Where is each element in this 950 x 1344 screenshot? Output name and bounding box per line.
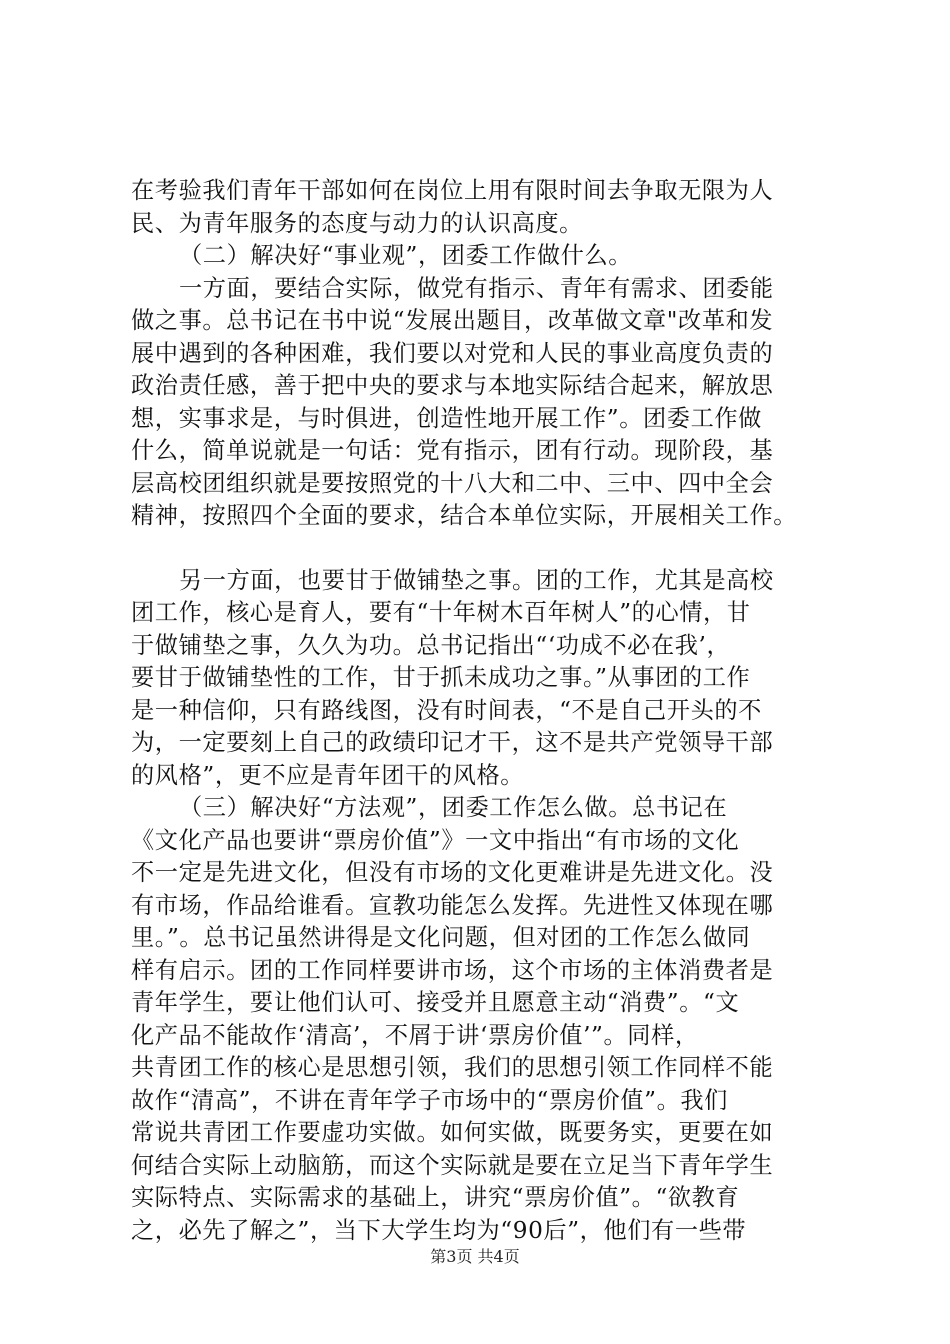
section-heading: （三）解决好“方法观”，团委工作怎么做。总书记在: [179, 794, 728, 821]
text-line: 共青团工作的核心是思想引领，我们的思想引领工作同样不能: [131, 1054, 774, 1081]
paragraph-start: 另一方面，也要甘于做铺垫之事。团的工作，尤其是高校: [179, 566, 774, 594]
text-line: 层高校团组织就是要按照党的十八大和二中、三中、四中全会: [131, 469, 774, 497]
text-line: 化产品不能故作‘清高’，不屑于讲‘票房价值’”。同样，: [131, 1021, 699, 1049]
text-line: 做之事。总书记在书中说“发展出题目，改革做文章"改革和发: [131, 307, 774, 334]
text-line: 要甘于做铺垫性的工作，甘于抓未成功之事。”从事团的工作: [131, 664, 751, 691]
paragraph-start: 一方面，要结合实际，做党有指示、青年有需求、团委能: [179, 274, 774, 302]
text-line: 样有启示。团的工作同样要讲市场，这个市场的主体消费者是: [131, 956, 774, 984]
document-body: [131, 175, 841, 1247]
text-line: 是一种信仰，只有路线图，没有时间表，“不是自己开头的不: [131, 696, 762, 724]
text-line: 实际特点、实际需求的基础上，讲究“票房价值”。“欲教育: [131, 1184, 740, 1211]
text-line: 《文化产品也要讲“票房价值”》一文中指出“有市场的文化: [131, 826, 740, 854]
text-line: 展中遇到的各种困难，我们要以对党和人民的事业高度负责的: [131, 339, 774, 367]
text-line: 不一定是先进文化，但没有市场的文化更难讲是先进文化。没: [131, 859, 774, 886]
text-line: 团工作，核心是育人，要有“十年树木百年树人”的心情，甘: [131, 599, 751, 626]
text-line: 于做铺垫之事，久久为功。总书记指出“‘功成不必在我’，: [131, 631, 731, 659]
text-line: 青年学生，要让他们认可、接受并且愿意主动“消费”。“文: [131, 989, 740, 1016]
text-line: 什么，简单说就是一句话：党有指示，团有行动。现阶段，基: [131, 437, 774, 464]
text-line: 政治责任感，善于把中央的要求与本地实际结合起来，解放思: [131, 372, 774, 399]
text-line: 的风格”，更不应是青年团干的风格。: [131, 761, 525, 789]
paragraph-gap: [131, 533, 841, 565]
text-line: 为，一定要刻上自己的政绩印记才干，这不是共产党领导干部: [131, 729, 774, 756]
page-footer: 第3页 共4页: [430, 1247, 520, 1266]
text-line: 之，必先了解之”，当下大学生均为“90后”，他们有一些带: [131, 1216, 747, 1244]
text-line: 何结合实际上动脑筋，而这个实际就是要在立足当下青年学生: [131, 1151, 774, 1179]
text-line: 有市场，作品给谁看。宣教功能怎么发挥。先进性又体现在哪: [131, 891, 774, 919]
section-heading: （二）解决好“事业观”，团委工作做什么。: [179, 242, 633, 269]
text-line: 故作“清高”，不讲在青年学子市场中的“票房价值”。我们: [131, 1086, 728, 1114]
text-line: 精神，按照四个全面的要求，结合本单位实际，开展相关工作。: [131, 502, 798, 529]
text-line: 在考验我们青年干部如何在岗位上用有限时间去争取无限为人: [131, 177, 774, 204]
text-line: 想，实事求是，与时俱进，创造性地开展工作”。团委工作做: [131, 404, 762, 432]
text-line: 民、为青年服务的态度与动力的认识高度。: [131, 209, 583, 237]
text-line: 常说共青团工作要虚功实做。如何实做，既要务实，更要在如: [131, 1119, 774, 1146]
text-line: 里。”。总书记虽然讲得是文化问题，但对团的工作怎么做同: [131, 924, 751, 951]
